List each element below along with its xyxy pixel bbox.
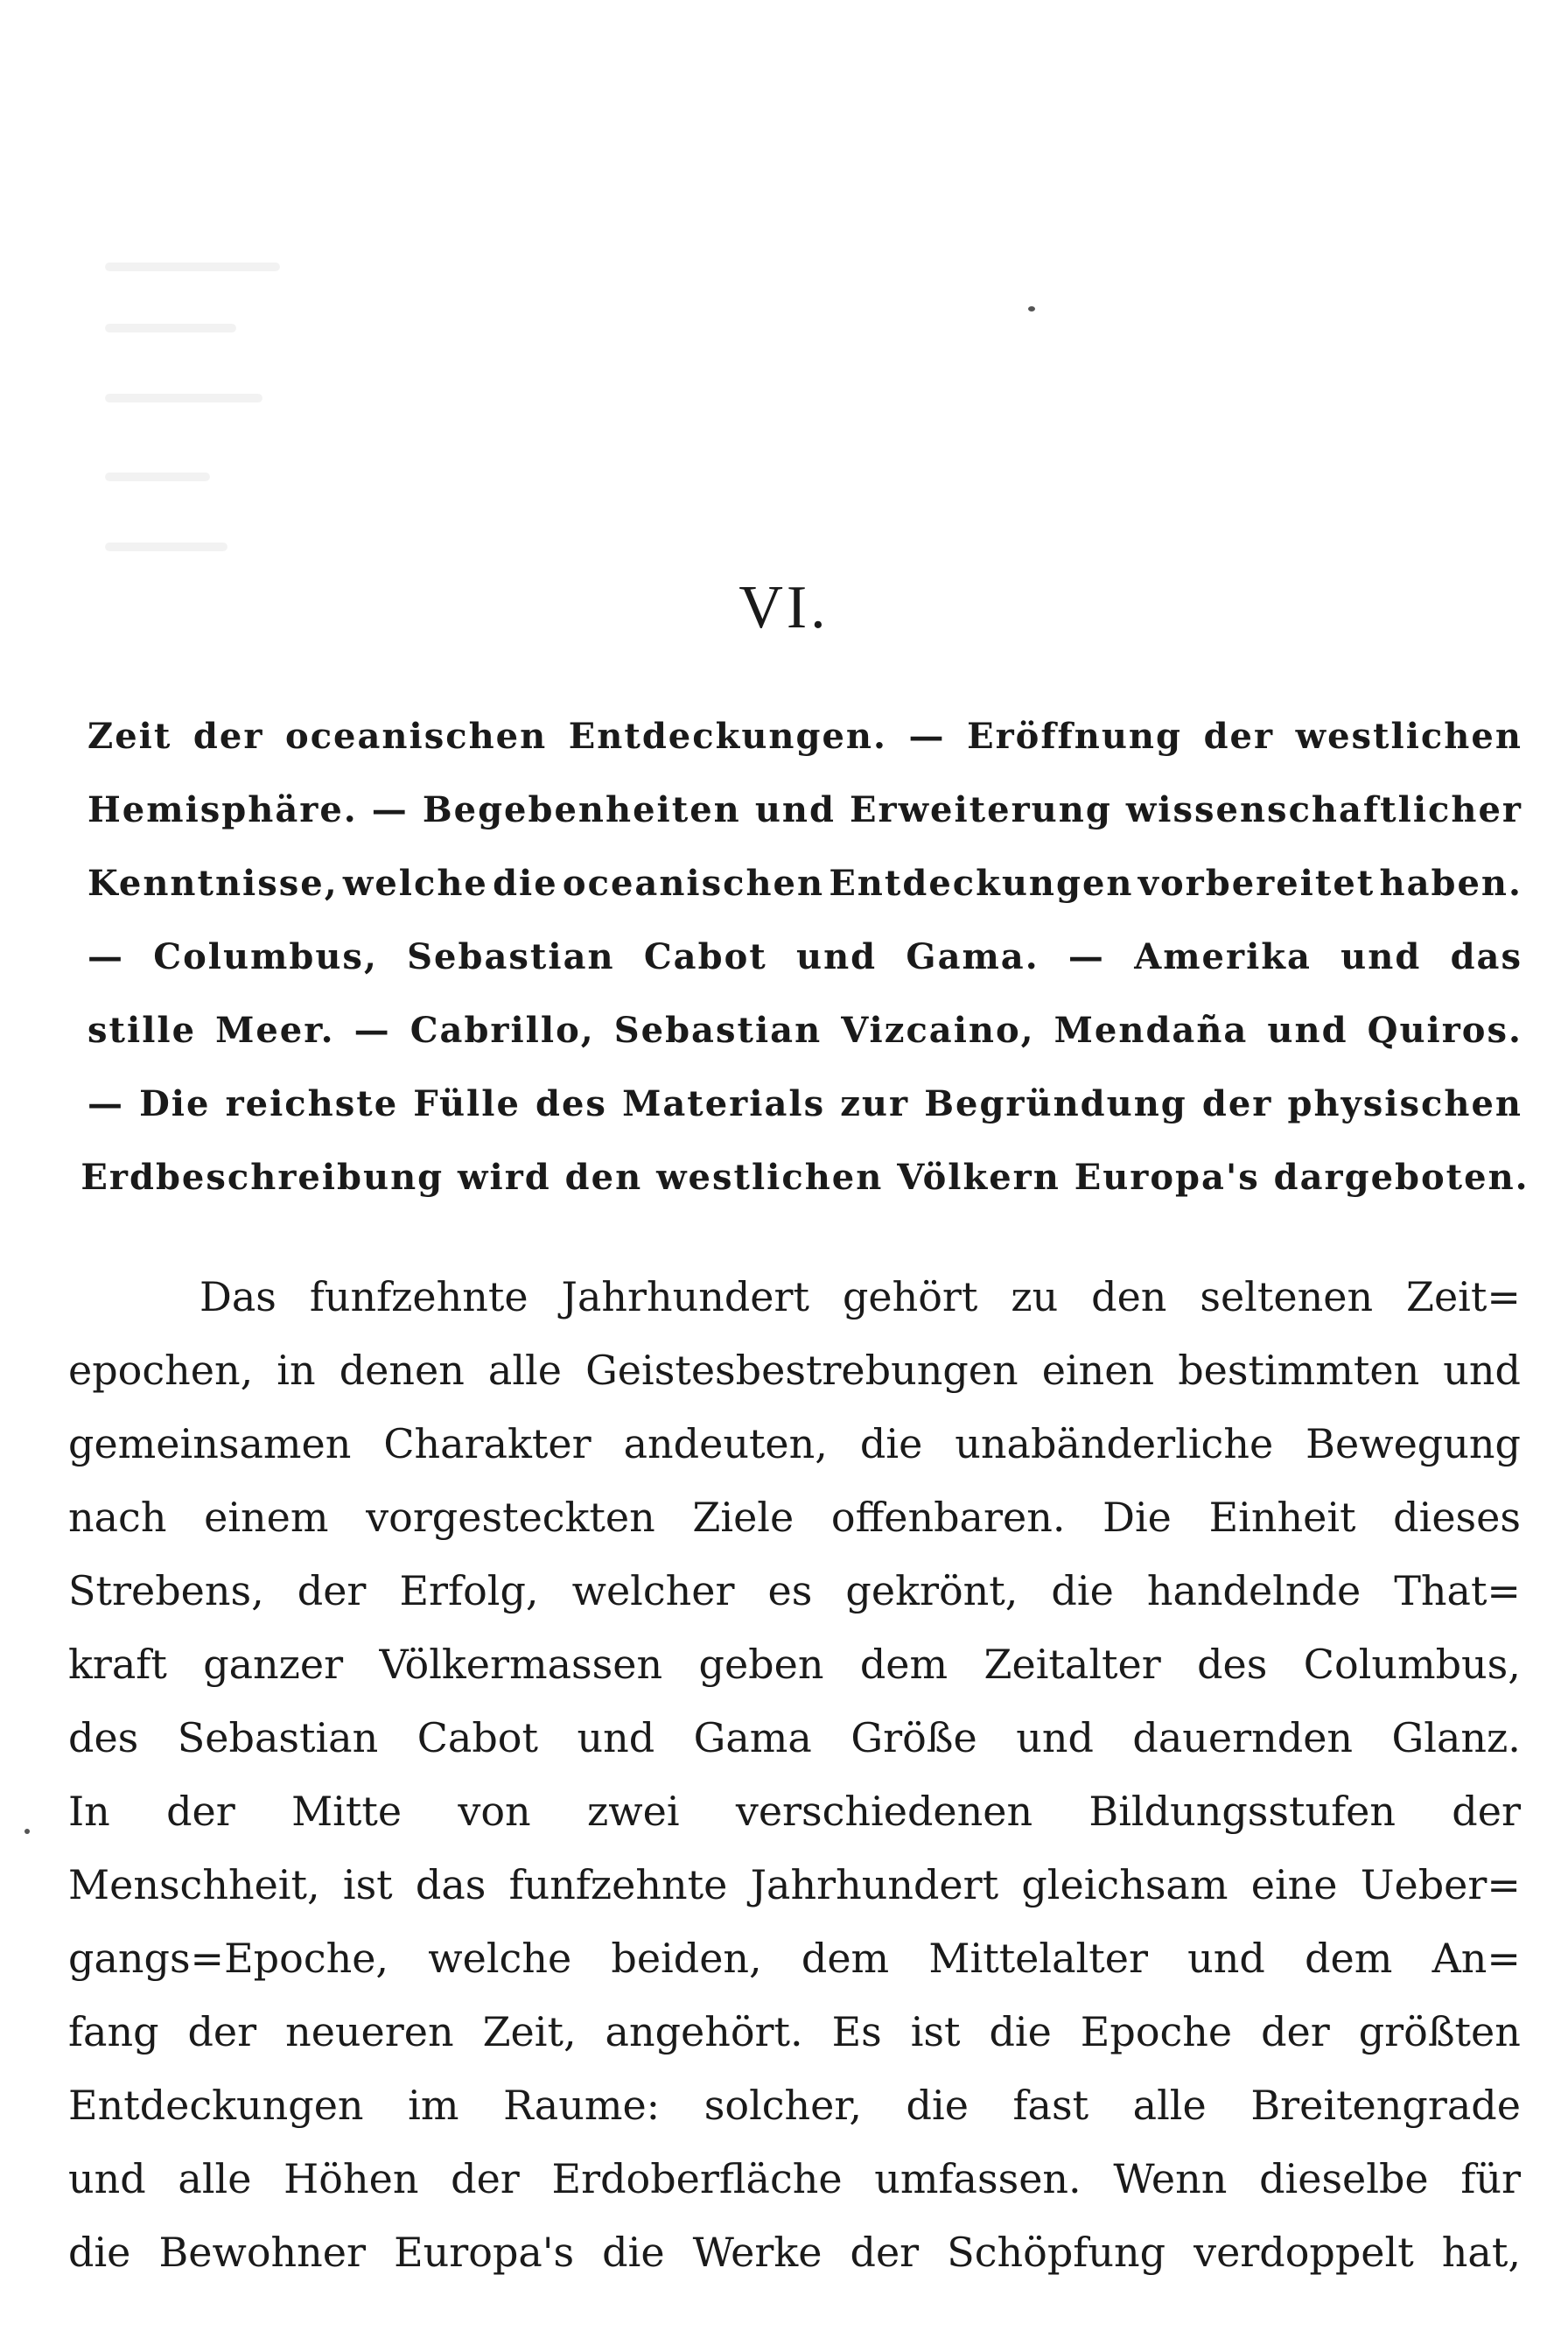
body-line: kraft ganzer Völkermassen geben dem Zeitalter des Columbus, bbox=[68, 1641, 1521, 1688]
body-line: gemeinsamen Charakter andeuten, die unabänderliche Bewegung bbox=[68, 1420, 1521, 1467]
body-line: die Bewohner Europa's die Werke der Schöpfung verdoppelt hat, bbox=[68, 2229, 1521, 2276]
body-paragraph bbox=[68, 1260, 1521, 2289]
summary-line: stille Meer. — Cabrillo, Sebastian Vizcaino, Mendaña und Quiros. bbox=[88, 1010, 1522, 1051]
summary-line: Erdbeschreibung wird den westlichen Völkern Europa's dargeboten. bbox=[80, 1157, 1530, 1198]
summary-line: Hemisphäre. — Begebenheiten und Erweiterung wissenschaftlicher bbox=[88, 789, 1522, 830]
body-line: gangs=Epoche, welche beiden, dem Mittelalter und dem An= bbox=[68, 1935, 1521, 1982]
ink-speck bbox=[24, 1829, 30, 1834]
body-line: Entdeckungen im Raume: solcher, die fast alle Breitengrade bbox=[68, 2082, 1521, 2129]
chapter-number: VI. bbox=[738, 574, 830, 641]
summary-line: — Die reichste Fülle des Materials zur Begründung der physischen bbox=[88, 1083, 1522, 1124]
bleed-through-mark bbox=[105, 394, 262, 402]
body-line: Strebens, der Erfolg, welcher es gekrönt, die handelnde That= bbox=[68, 1567, 1521, 1614]
summary-line: Kenntnisse, welche die oceanischen Entdeckungen vorbereitet haben. bbox=[88, 863, 1522, 904]
body-line: und alle Höhen der Erdoberfläche umfassen. Wenn dieselbe für bbox=[68, 2155, 1521, 2202]
body-line: Menschheit, ist das funfzehnte Jahrhundert gleichsam eine Ueber= bbox=[68, 1861, 1521, 1908]
chapter-summary bbox=[80, 700, 1530, 1214]
body-line: des Sebastian Cabot und Gama Größe und dauernden Glanz. bbox=[68, 1714, 1521, 1761]
body-line: fang der neueren Zeit, angehört. Es ist die Epoche der größten bbox=[68, 2008, 1521, 2055]
summary-line: Zeit der oceanischen Entdeckungen. — Eröffnung der westlichen bbox=[88, 716, 1522, 757]
summary-line: — Columbus, Sebastian Cabot und Gama. — Amerika und das bbox=[88, 936, 1522, 977]
body-line: In der Mitte von zwei verschiedenen Bildungsstufen der bbox=[68, 1788, 1521, 1835]
bleed-through-mark bbox=[105, 472, 210, 481]
body-line: nach einem vorgesteckten Ziele offenbaren. Die Einheit dieses bbox=[68, 1494, 1521, 1541]
bleed-through-mark bbox=[105, 324, 236, 332]
ink-speck bbox=[1028, 306, 1035, 312]
body-line: Das funfzehnte Jahrhundert gehört zu den seltenen Zeit= bbox=[200, 1273, 1521, 1320]
bleed-through-mark bbox=[105, 542, 228, 551]
body-line: epochen, in denen alle Geistesbestrebungen einen bestimmten und bbox=[68, 1347, 1521, 1394]
bleed-through-mark bbox=[105, 262, 280, 271]
